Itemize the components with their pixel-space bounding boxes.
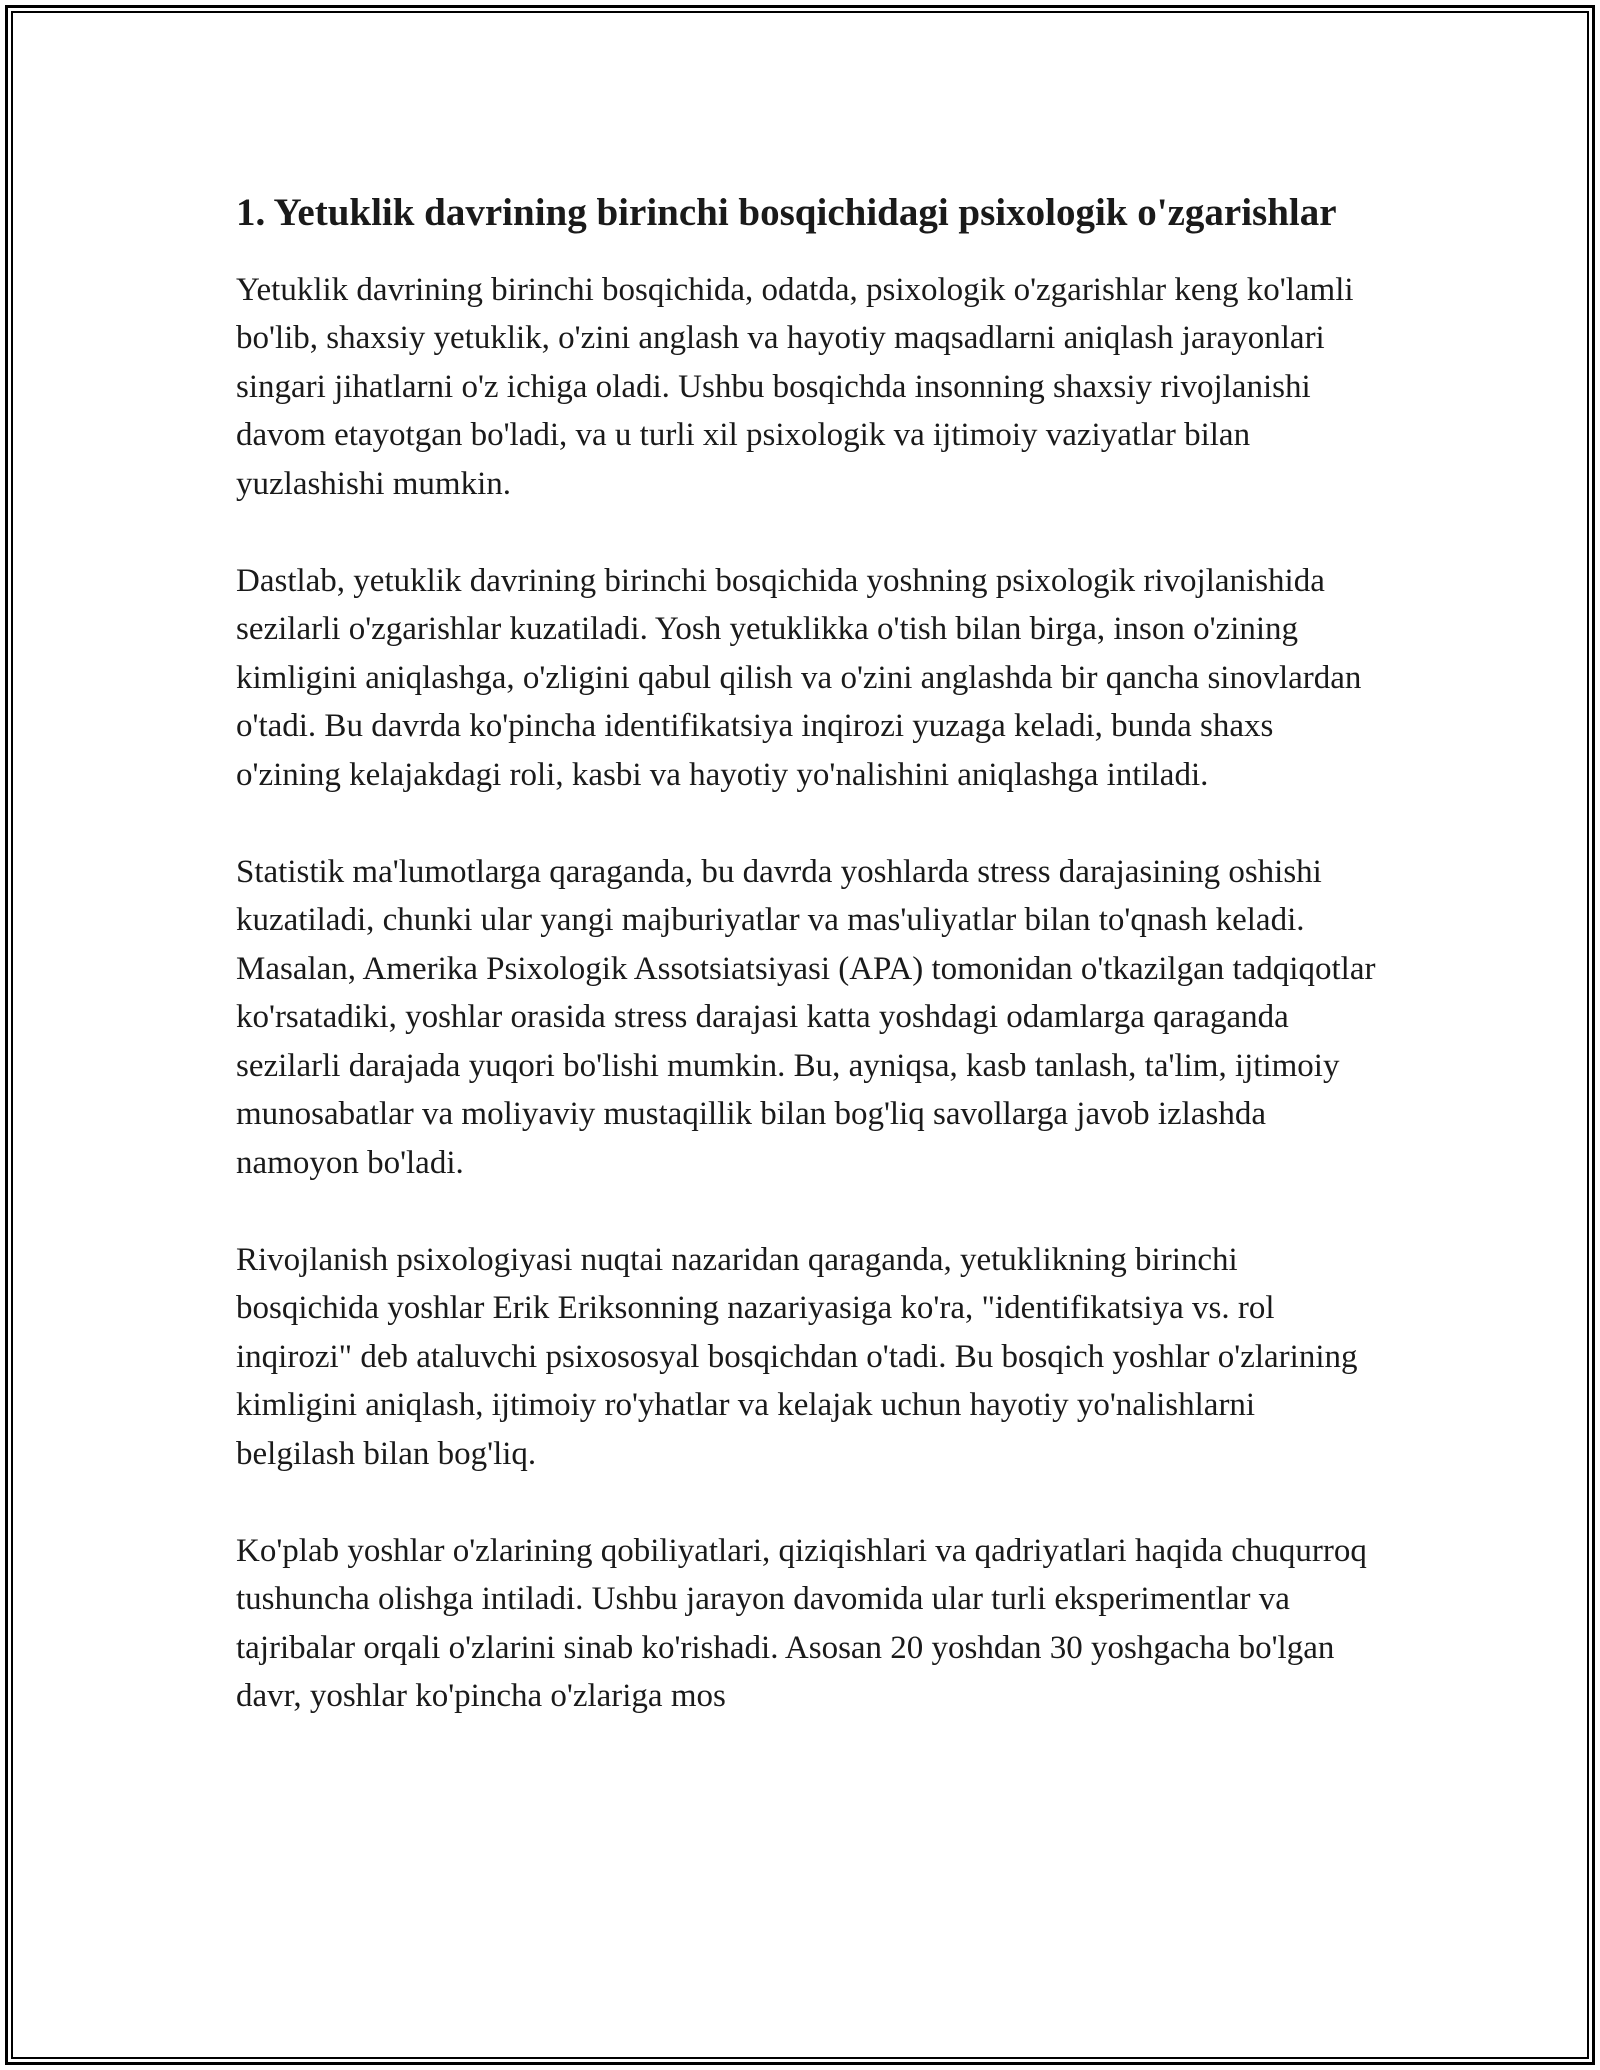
- paragraph-2: Dastlab, yetuklik davrining birinchi bosqichida yoshning psixologik rivojlanishida sezilarli o'zgarishlar kuzatiladi. Yosh yetuklikka o'tish bilan birga, inson o'zining kimligini aniqlashga, o'zligini qabul qilish va o'zini anglashda bir qancha sinovlardan o'tadi. Bu davrda ko'pincha identifikatsiya inqirozi yuzaga keladi, bunda shaxs o'zining kelajakdagi roli, kasbi va hayotiy yo'nalishini aniqlashga intiladi.: [236, 563, 1362, 793]
- section-heading: 1. Yetuklik davrining birinchi bosqichidagi psixologik o'zgarishlar: [236, 191, 1337, 234]
- paragraph-4: Rivojlanish psixologiyasi nuqtai nazaridan qaraganda, yetuklikning birinchi bosqichida yoshlar Erik Eriksonning nazariyasiga ko'ra, "identifikatsiya vs. rol inqirozi" deb ataluvchi psixososyal bosqichdan o'tadi. Bu bosqich yoshlar o'zlarining kimligini aniqlash, ijtimoiy ro'yhatlar va kelajak uchun hayotiy yo'nalishlarni belgilash bilan bog'liq.: [236, 1241, 1358, 1472]
- paragraph-5: Ko'plab yoshlar o'zlarining qobiliyatlari, qiziqishlari va qadriyatlari haqida chuqurroq tushuncha olishga intiladi. Ushbu jarayon davomida ular turli eksperimentlar va tajribalar orqali o'zlarini sinab ko'rishadi. Asosan 20 yoshdan 30 yoshgacha bo'lgan davr, yoshlar ko'pincha o'zlariga mos: [236, 1532, 1367, 1715]
- paragraph-1: Yetuklik davrining birinchi bosqichida, odatda, psixologik o'zgarishlar keng ko'lamli bo'lib, shaxsiy yetuklik, o'zini anglash va hayotiy maqsadlarni aniqlash jarayonlari singari jihatlarni o'z ichiga oladi. Ushbu bosqichda insonning shaxsiy rivojlanishi davom etayotgan bo'ladi, va u turli xil psixologik va ijtimoiy vaziyatlar bilan yuzlashishi mumkin.: [236, 272, 1354, 502]
- document-body: [236, 186, 1376, 1770]
- paragraph-3: Statistik ma'lumotlarga qaraganda, bu davrda yoshlarda stress darajasining oshishi kuzatiladi, chunki ular yangi majburiyatlar va mas'uliyatlar bilan to'qnash keladi. Masalan, Amerika Psixologik Assotsiatsiyasi (APA) tomonidan o'tkazilgan tadqiqotlar ko'rsatadiki, yoshlar orasida stress darajasi katta yoshdagi odamlarga qaraganda sezilarli darajada yuqori bo'lishi mumkin. Bu, ayniqsa, kasb tanlash, ta'lim, ijtimoiy munosabatlar va moliyaviy mustaqillik bilan bog'liq savollarga javob izlashda namoyon bo'ladi.: [236, 854, 1376, 1181]
